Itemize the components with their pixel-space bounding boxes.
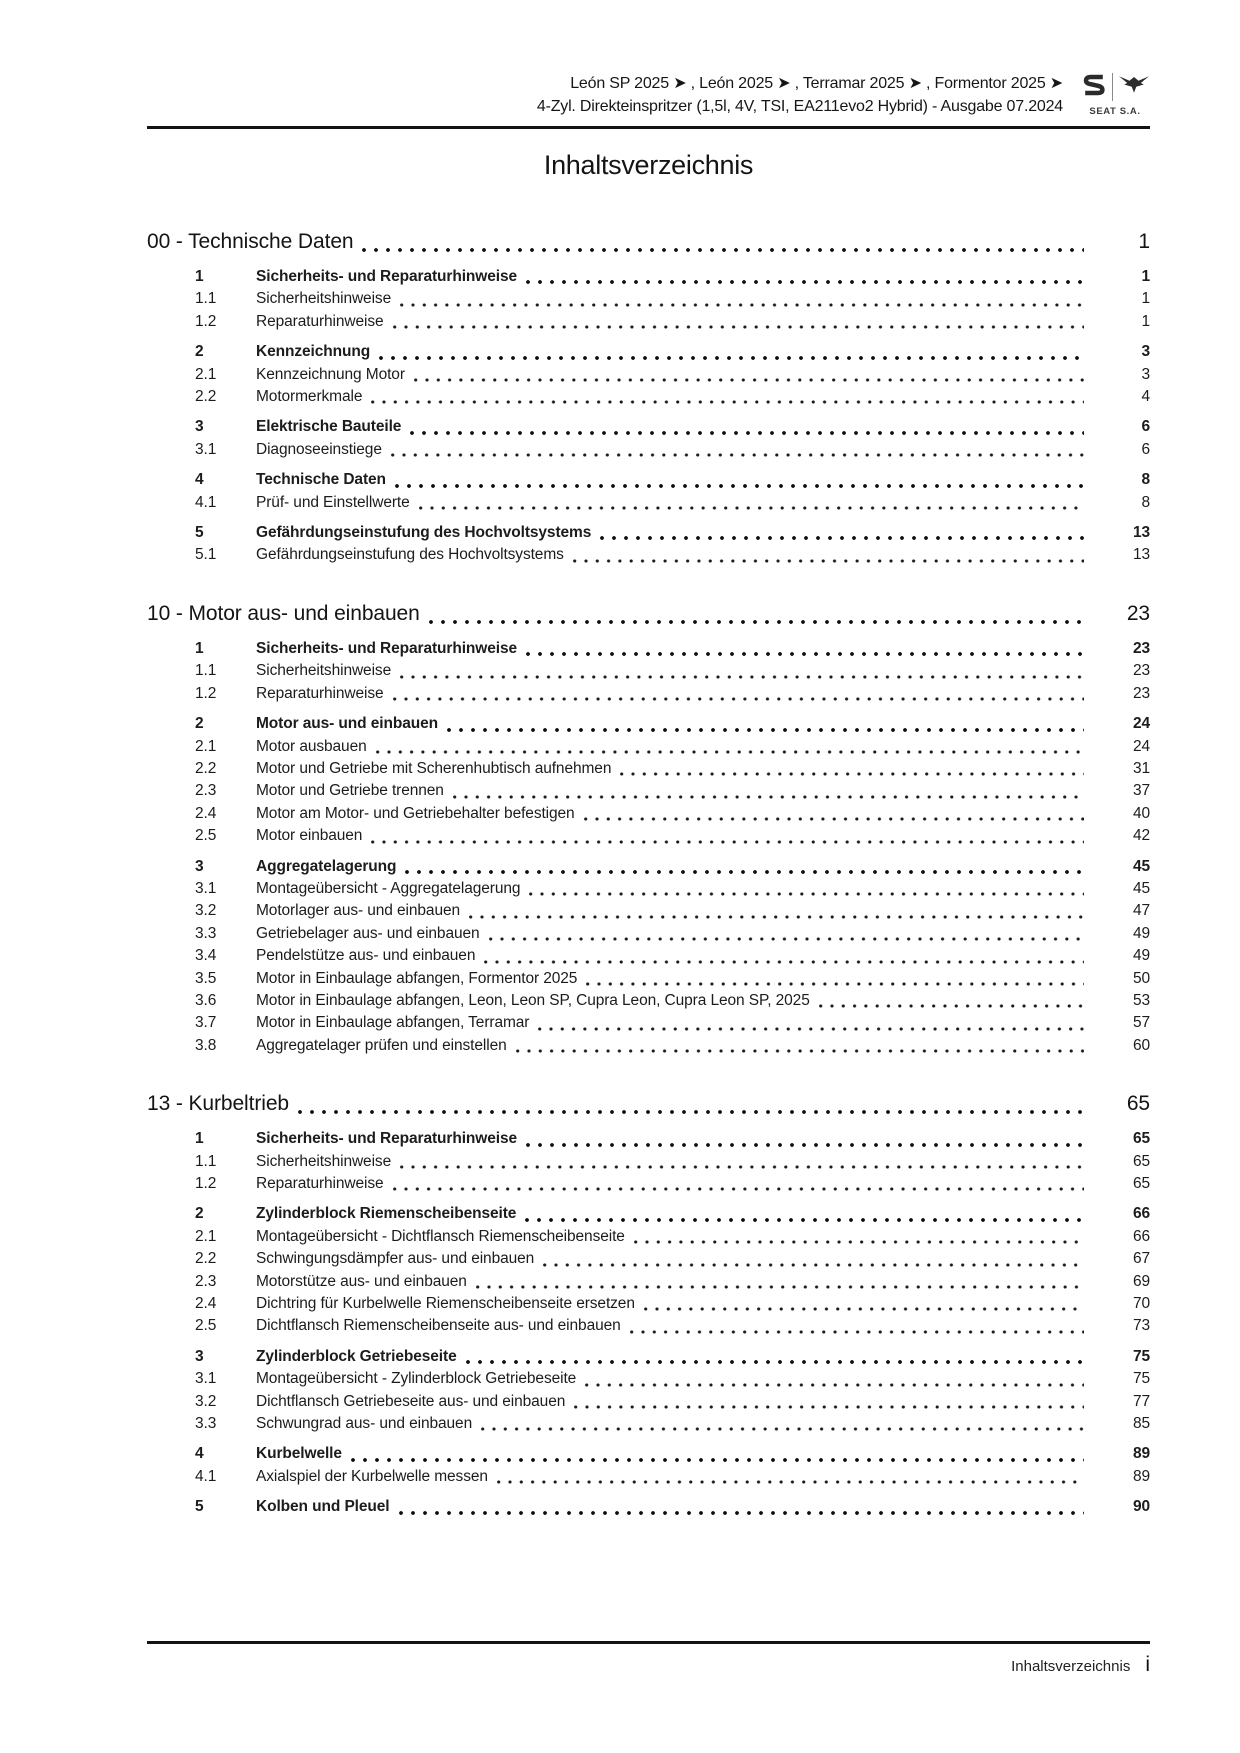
entry-title: Motor und Getriebe trennen <box>256 782 444 800</box>
entry-number: 2.2 <box>195 388 217 406</box>
entry-title: Motorstütze aus- und einbauen <box>256 1272 467 1290</box>
dot-leader <box>379 356 1084 360</box>
header-rule <box>147 126 1150 129</box>
entry-number: 2.1 <box>195 365 217 383</box>
page-number: 3 <box>1141 343 1150 361</box>
toc-entry[interactable] <box>147 1203 1150 1225</box>
entry-title: Motor am Motor- und Getriebehalter befestigen <box>256 804 575 822</box>
page-title: Inhaltsverzeichnis <box>543 150 754 180</box>
entry-number: 2.2 <box>195 1250 217 1268</box>
header-engine-line: 4-Zyl. Direkteinspritzer (1,5l, 4V, TSI, EA211evo2 Hybrid) - Ausgabe 07.2024 <box>536 98 1063 115</box>
entry-number: 5 <box>195 1498 204 1516</box>
toc-entry[interactable] <box>147 825 1150 847</box>
toc-entry[interactable] <box>147 638 1150 660</box>
entry-title: Kurbelwelle <box>256 1445 342 1463</box>
dot-leader <box>453 795 1084 799</box>
dot-leader <box>419 506 1084 510</box>
page-number: 8 <box>1141 471 1150 489</box>
entry-title: Motor in Einbaulage abfangen, Terramar <box>256 1014 530 1032</box>
page-number: 1 <box>1141 312 1150 330</box>
entry-number: 3 <box>195 1347 204 1365</box>
toc-entry[interactable] <box>147 758 1150 780</box>
toc-entry[interactable] <box>147 780 1150 802</box>
page-number: 73 <box>1132 1317 1150 1335</box>
page-number: 47 <box>1132 902 1150 920</box>
page-number: 4 <box>1141 388 1150 406</box>
dot-leader <box>447 728 1084 732</box>
dot-leader <box>644 1307 1084 1311</box>
page-number: 24 <box>1132 715 1150 733</box>
entry-number: 2.4 <box>195 804 217 822</box>
entry-title: Schwungrad aus- und einbauen <box>256 1415 473 1433</box>
entry-number: 2.3 <box>195 1272 217 1290</box>
page-number: 85 <box>1132 1415 1150 1433</box>
toc-entry[interactable] <box>147 923 1150 945</box>
toc-entry[interactable] <box>147 1012 1150 1034</box>
dot-leader <box>393 1187 1084 1191</box>
dot-leader <box>573 559 1084 563</box>
entry-title: Sicherheits- und Reparaturhinweise <box>256 639 518 657</box>
page-number: 40 <box>1132 804 1150 822</box>
entry-number: 3.3 <box>195 1415 217 1433</box>
entry-title: Montageübersicht - Dichtflansch Riemenscheibenseite <box>256 1227 625 1245</box>
entry-number: 2.5 <box>195 1317 217 1335</box>
dot-leader <box>630 1330 1084 1334</box>
entry-title: Motormerkmale <box>256 388 363 406</box>
dot-leader <box>298 1110 1084 1114</box>
page-number: 13 <box>1132 524 1150 542</box>
page-number: 1 <box>1141 290 1150 308</box>
toc-section <box>147 1089 1150 1519</box>
dot-leader <box>600 536 1084 540</box>
entry-number: 3.5 <box>195 969 217 987</box>
page-number: 89 <box>1132 1467 1150 1485</box>
page-number: 3 <box>1141 365 1150 383</box>
page-number: 66 <box>1132 1205 1150 1223</box>
dot-leader <box>410 431 1084 435</box>
entry-title: Dichtflansch Riemenscheibenseite aus- und einbauen <box>256 1317 621 1335</box>
page-number: 50 <box>1132 969 1150 987</box>
toc-entry[interactable] <box>147 803 1150 825</box>
toc-entry[interactable] <box>147 439 1150 461</box>
entry-title: Aggregatelager prüfen und einstellen <box>256 1036 507 1054</box>
entry-title: Motorlager aus- und einbauen <box>256 902 461 920</box>
entry-title: Diagnoseeinstiege <box>256 440 382 458</box>
page-number: 60 <box>1132 1036 1150 1054</box>
header-model-line: León SP 2025 ➤ , León 2025 ➤ , Terramar 2025 ➤ , Formentor 2025 ➤ <box>570 75 1063 92</box>
dot-leader <box>466 1360 1084 1364</box>
entry-title: Gefährdungseinstufung des Hochvoltsystems <box>256 524 592 542</box>
toc-entry[interactable] <box>147 878 1150 900</box>
page-number: 65 <box>1132 1152 1150 1170</box>
entry-number: 3.1 <box>195 440 217 458</box>
entry-number: 4 <box>195 1445 204 1463</box>
entry-number: 5.1 <box>195 546 217 564</box>
toc-entry[interactable] <box>147 1293 1150 1315</box>
dot-leader <box>405 870 1084 874</box>
dot-leader <box>371 840 1084 844</box>
entry-title: Aggregatelagerung <box>256 857 397 875</box>
page-number: 65 <box>1132 1130 1150 1148</box>
page-number: 23 <box>1132 662 1150 680</box>
dot-leader <box>481 1427 1084 1431</box>
dot-leader <box>526 280 1084 284</box>
entry-title: Schwingungsdämpfer aus- und einbauen <box>256 1250 535 1268</box>
entry-title: Sicherheitshinweise <box>256 1152 392 1170</box>
toc-entry[interactable] <box>147 288 1150 310</box>
toc-entry[interactable] <box>147 544 1150 566</box>
entry-title: Sicherheitshinweise <box>256 662 392 680</box>
toc-entry[interactable] <box>147 1466 1150 1488</box>
toc-entry[interactable] <box>147 1128 1150 1150</box>
page-number: 57 <box>1132 1014 1150 1032</box>
dot-leader <box>393 325 1084 329</box>
dot-leader <box>585 1383 1084 1387</box>
entry-number: 3.3 <box>195 924 217 942</box>
entry-title: Prüf- und Einstellwerte <box>256 493 410 511</box>
dot-leader <box>497 1480 1084 1484</box>
dot-leader <box>484 960 1084 964</box>
toc-entry[interactable] <box>147 492 1150 514</box>
entry-title: Technische Daten <box>256 471 386 489</box>
entry-number: 1.1 <box>195 1152 217 1170</box>
page-number: 69 <box>1132 1272 1150 1290</box>
entry-number: 3.1 <box>195 1370 217 1388</box>
page-number: 31 <box>1132 759 1150 777</box>
entry-number: 1.1 <box>195 662 217 680</box>
entry-title: Pendelstütze aus- und einbauen <box>256 947 476 965</box>
dot-leader <box>429 620 1084 624</box>
toc-entry[interactable] <box>147 990 1150 1012</box>
entry-number: 2.3 <box>195 782 217 800</box>
toc-entry[interactable] <box>147 945 1150 967</box>
entry-title: Dichtflansch Getriebeseite aus- und einbauen <box>256 1392 566 1410</box>
page-number: 49 <box>1132 924 1150 942</box>
entry-title: Reparaturhinweise <box>256 312 384 330</box>
entry-number: 3.2 <box>195 1392 217 1410</box>
entry-number: 4 <box>195 471 204 489</box>
toc-entry[interactable] <box>147 1443 1150 1465</box>
page-number: 77 <box>1132 1392 1150 1410</box>
page-number: 23 <box>1132 684 1150 702</box>
logo-caption: SEAT S.A. <box>1089 106 1141 117</box>
dot-leader <box>526 652 1084 656</box>
dot-leader <box>400 1165 1084 1169</box>
page-number: 75 <box>1132 1370 1150 1388</box>
entry-title: Kolben und Pleuel <box>256 1498 390 1516</box>
page-number: 37 <box>1132 782 1150 800</box>
toc-entry[interactable] <box>147 1151 1150 1173</box>
toc-entry[interactable] <box>147 386 1150 408</box>
entry-number: 2 <box>195 1205 204 1223</box>
entry-title: Motor ausbauen <box>256 737 367 755</box>
entry-number: 2.2 <box>195 759 217 777</box>
dot-leader <box>516 1049 1084 1053</box>
entry-title: Sicherheits- und Reparaturhinweise <box>256 268 518 285</box>
toc-entry[interactable] <box>147 968 1150 990</box>
toc-entry[interactable] <box>147 1346 1150 1368</box>
toc-entry[interactable] <box>147 341 1150 363</box>
dot-leader <box>362 248 1084 252</box>
seat-logo-icon <box>1082 73 1106 102</box>
entry-title: Montageübersicht - Zylinderblock Getriebeseite <box>256 1370 577 1388</box>
section-title: 13 - Kurbeltrieb <box>147 1092 289 1116</box>
entry-number: 3.7 <box>195 1014 217 1032</box>
page-number: 6 <box>1141 440 1150 458</box>
dot-leader <box>400 675 1084 679</box>
page-number: 8 <box>1141 493 1150 511</box>
entry-number: 3.8 <box>195 1036 217 1054</box>
dot-leader <box>819 1004 1084 1008</box>
toc-section-heading[interactable] <box>147 227 1150 256</box>
toc-entry[interactable] <box>147 900 1150 922</box>
entry-number: 4.1 <box>195 1467 217 1485</box>
toc-entry[interactable] <box>147 469 1150 491</box>
toc-entry[interactable] <box>147 1248 1150 1270</box>
dot-leader <box>586 982 1084 986</box>
toc-entry[interactable] <box>147 364 1150 386</box>
entry-title: Sicherheitshinweise <box>256 290 392 308</box>
dot-leader <box>476 1285 1084 1289</box>
page-number: 65 <box>1126 1092 1150 1116</box>
dot-leader <box>584 817 1084 821</box>
entry-number: 3.6 <box>195 991 217 1009</box>
entry-title: Motor in Einbaulage abfangen, Formentor 2025 <box>256 969 578 987</box>
dot-leader <box>574 1405 1084 1409</box>
entry-number: 2 <box>195 715 204 733</box>
entry-number: 5 <box>195 524 204 542</box>
toc-section <box>147 227 1150 567</box>
entry-title: Montageübersicht - Aggregatelagerung <box>256 879 521 897</box>
toc-entry[interactable] <box>147 1368 1150 1390</box>
entry-title: Motor in Einbaulage abfangen, Leon, Leon SP, Cupra Leon, Cupra Leon SP, 2025 <box>256 991 810 1009</box>
page-number: 53 <box>1132 991 1150 1009</box>
entry-number: 2.5 <box>195 827 217 845</box>
entry-title: Zylinderblock Getriebeseite <box>256 1347 457 1365</box>
page-number: 24 <box>1132 737 1150 755</box>
entry-title: Reparaturhinweise <box>256 684 384 702</box>
entry-title: Getriebelager aus- und einbauen <box>256 924 480 942</box>
footer-page-number: i <box>1145 1653 1150 1676</box>
entry-title: Motor aus- und einbauen <box>256 715 438 733</box>
page-number: 90 <box>1132 1498 1150 1516</box>
page-number: 66 <box>1132 1227 1150 1245</box>
toc-entry[interactable] <box>147 1226 1150 1248</box>
entry-title: Dichtring für Kurbelwelle Riemenscheibenseite ersetzen <box>256 1295 635 1313</box>
toc-entry[interactable] <box>147 713 1150 735</box>
page-number: 89 <box>1132 1445 1150 1463</box>
dot-leader <box>395 484 1084 488</box>
dot-leader <box>376 750 1084 754</box>
page-number: 49 <box>1132 947 1150 965</box>
dot-leader <box>526 1143 1084 1147</box>
dot-leader <box>489 937 1084 941</box>
entry-number: 1 <box>195 1130 204 1148</box>
toc-section-heading[interactable] <box>147 599 1150 628</box>
dot-leader <box>351 1458 1084 1462</box>
dot-leader <box>371 400 1084 404</box>
toc-entry[interactable] <box>147 1413 1150 1435</box>
page-number: 42 <box>1132 827 1150 845</box>
toc-entry[interactable] <box>147 1496 1150 1518</box>
page-number: 13 <box>1132 546 1150 564</box>
entry-number: 1.1 <box>195 290 217 308</box>
entry-title: Motor und Getriebe mit Scherenhubtisch aufnehmen <box>256 759 612 777</box>
toc-entry[interactable] <box>147 683 1150 705</box>
page-number: 67 <box>1132 1250 1150 1268</box>
dot-leader <box>538 1027 1084 1031</box>
dot-leader <box>393 697 1084 701</box>
entry-title: Zylinderblock Riemenscheibenseite <box>256 1205 517 1223</box>
toc-section-heading[interactable] <box>147 1089 1150 1118</box>
entry-title: Gefährdungseinstufung des Hochvoltsystems <box>256 546 564 564</box>
entry-number: 1 <box>195 639 204 657</box>
logo-divider <box>1112 73 1113 101</box>
entry-number: 2 <box>195 343 204 361</box>
page-number: 1 <box>1141 268 1150 285</box>
entry-title: Sicherheits- und Reparaturhinweise <box>256 1130 518 1148</box>
toc-entry[interactable] <box>147 266 1150 288</box>
toc-entry[interactable] <box>147 416 1150 438</box>
footer-row <box>147 1644 1150 1677</box>
toc-entry[interactable] <box>147 522 1150 544</box>
page-number: 23 <box>1132 639 1150 657</box>
entry-number: 1 <box>195 268 204 285</box>
entry-number: 4.1 <box>195 493 217 511</box>
brand-logo-block <box>1080 72 1150 117</box>
entry-title: Motor einbauen <box>256 827 363 845</box>
page-number: 75 <box>1132 1347 1150 1365</box>
entry-number: 1.2 <box>195 312 217 330</box>
page-footer <box>147 1641 1150 1677</box>
entry-number: 3.4 <box>195 947 217 965</box>
dot-leader <box>399 1511 1084 1515</box>
toc-entry[interactable] <box>147 856 1150 878</box>
dot-leader <box>391 453 1084 457</box>
page-header <box>147 0 1150 118</box>
entry-number: 3.1 <box>195 879 217 897</box>
section-title: 00 - Technische Daten <box>147 230 354 253</box>
entry-number: 3 <box>195 857 204 875</box>
toc-entry[interactable] <box>147 1315 1150 1337</box>
entry-number: 3.2 <box>195 902 217 920</box>
entry-number: 3 <box>195 418 204 436</box>
entry-title: Kennzeichnung Motor <box>256 365 405 383</box>
page-number: 45 <box>1132 857 1150 875</box>
page-number: 70 <box>1132 1295 1150 1313</box>
entry-title: Elektrische Bauteile <box>256 418 402 436</box>
entry-title: Reparaturhinweise <box>256 1175 384 1192</box>
entry-title: Kennzeichnung <box>256 343 371 361</box>
dot-leader <box>469 915 1084 919</box>
toc-section <box>147 599 1150 1057</box>
entry-number: 1.2 <box>195 684 217 702</box>
toc-entry[interactable] <box>147 1173 1150 1195</box>
toc-entry[interactable] <box>147 1271 1150 1293</box>
page-number: 23 <box>1126 601 1150 625</box>
table-of-contents <box>147 227 1150 1519</box>
page-number: 65 <box>1132 1175 1150 1192</box>
entry-number: 2.1 <box>195 1227 217 1245</box>
section-title: 10 - Motor aus- und einbauen <box>147 601 420 625</box>
entry-title: Axialspiel der Kurbelwelle messen <box>256 1467 488 1485</box>
dot-leader <box>529 892 1084 896</box>
entry-number: 2.4 <box>195 1295 217 1313</box>
dot-leader <box>400 303 1084 307</box>
dot-leader <box>543 1263 1084 1267</box>
toc-entry[interactable] <box>147 1035 1150 1057</box>
toc-entry[interactable] <box>147 736 1150 758</box>
brand-logo-row <box>1080 72 1150 102</box>
dot-leader <box>634 1240 1084 1244</box>
toc-entry[interactable] <box>147 1391 1150 1413</box>
footer-label: Inhaltsverzeichnis <box>1011 1658 1131 1675</box>
page-number: 45 <box>1132 879 1150 897</box>
dot-leader <box>620 772 1084 776</box>
page-number: 1 <box>1138 230 1150 253</box>
page-number: 6 <box>1141 418 1150 436</box>
entry-number: 1.2 <box>195 1175 217 1192</box>
entry-number: 2.1 <box>195 737 217 755</box>
cupra-logo-icon <box>1119 74 1149 100</box>
header-text-block <box>147 72 1080 118</box>
toc-entry[interactable] <box>147 660 1150 682</box>
toc-entry[interactable] <box>147 311 1150 333</box>
dot-leader <box>414 378 1084 382</box>
dot-leader <box>525 1218 1084 1222</box>
